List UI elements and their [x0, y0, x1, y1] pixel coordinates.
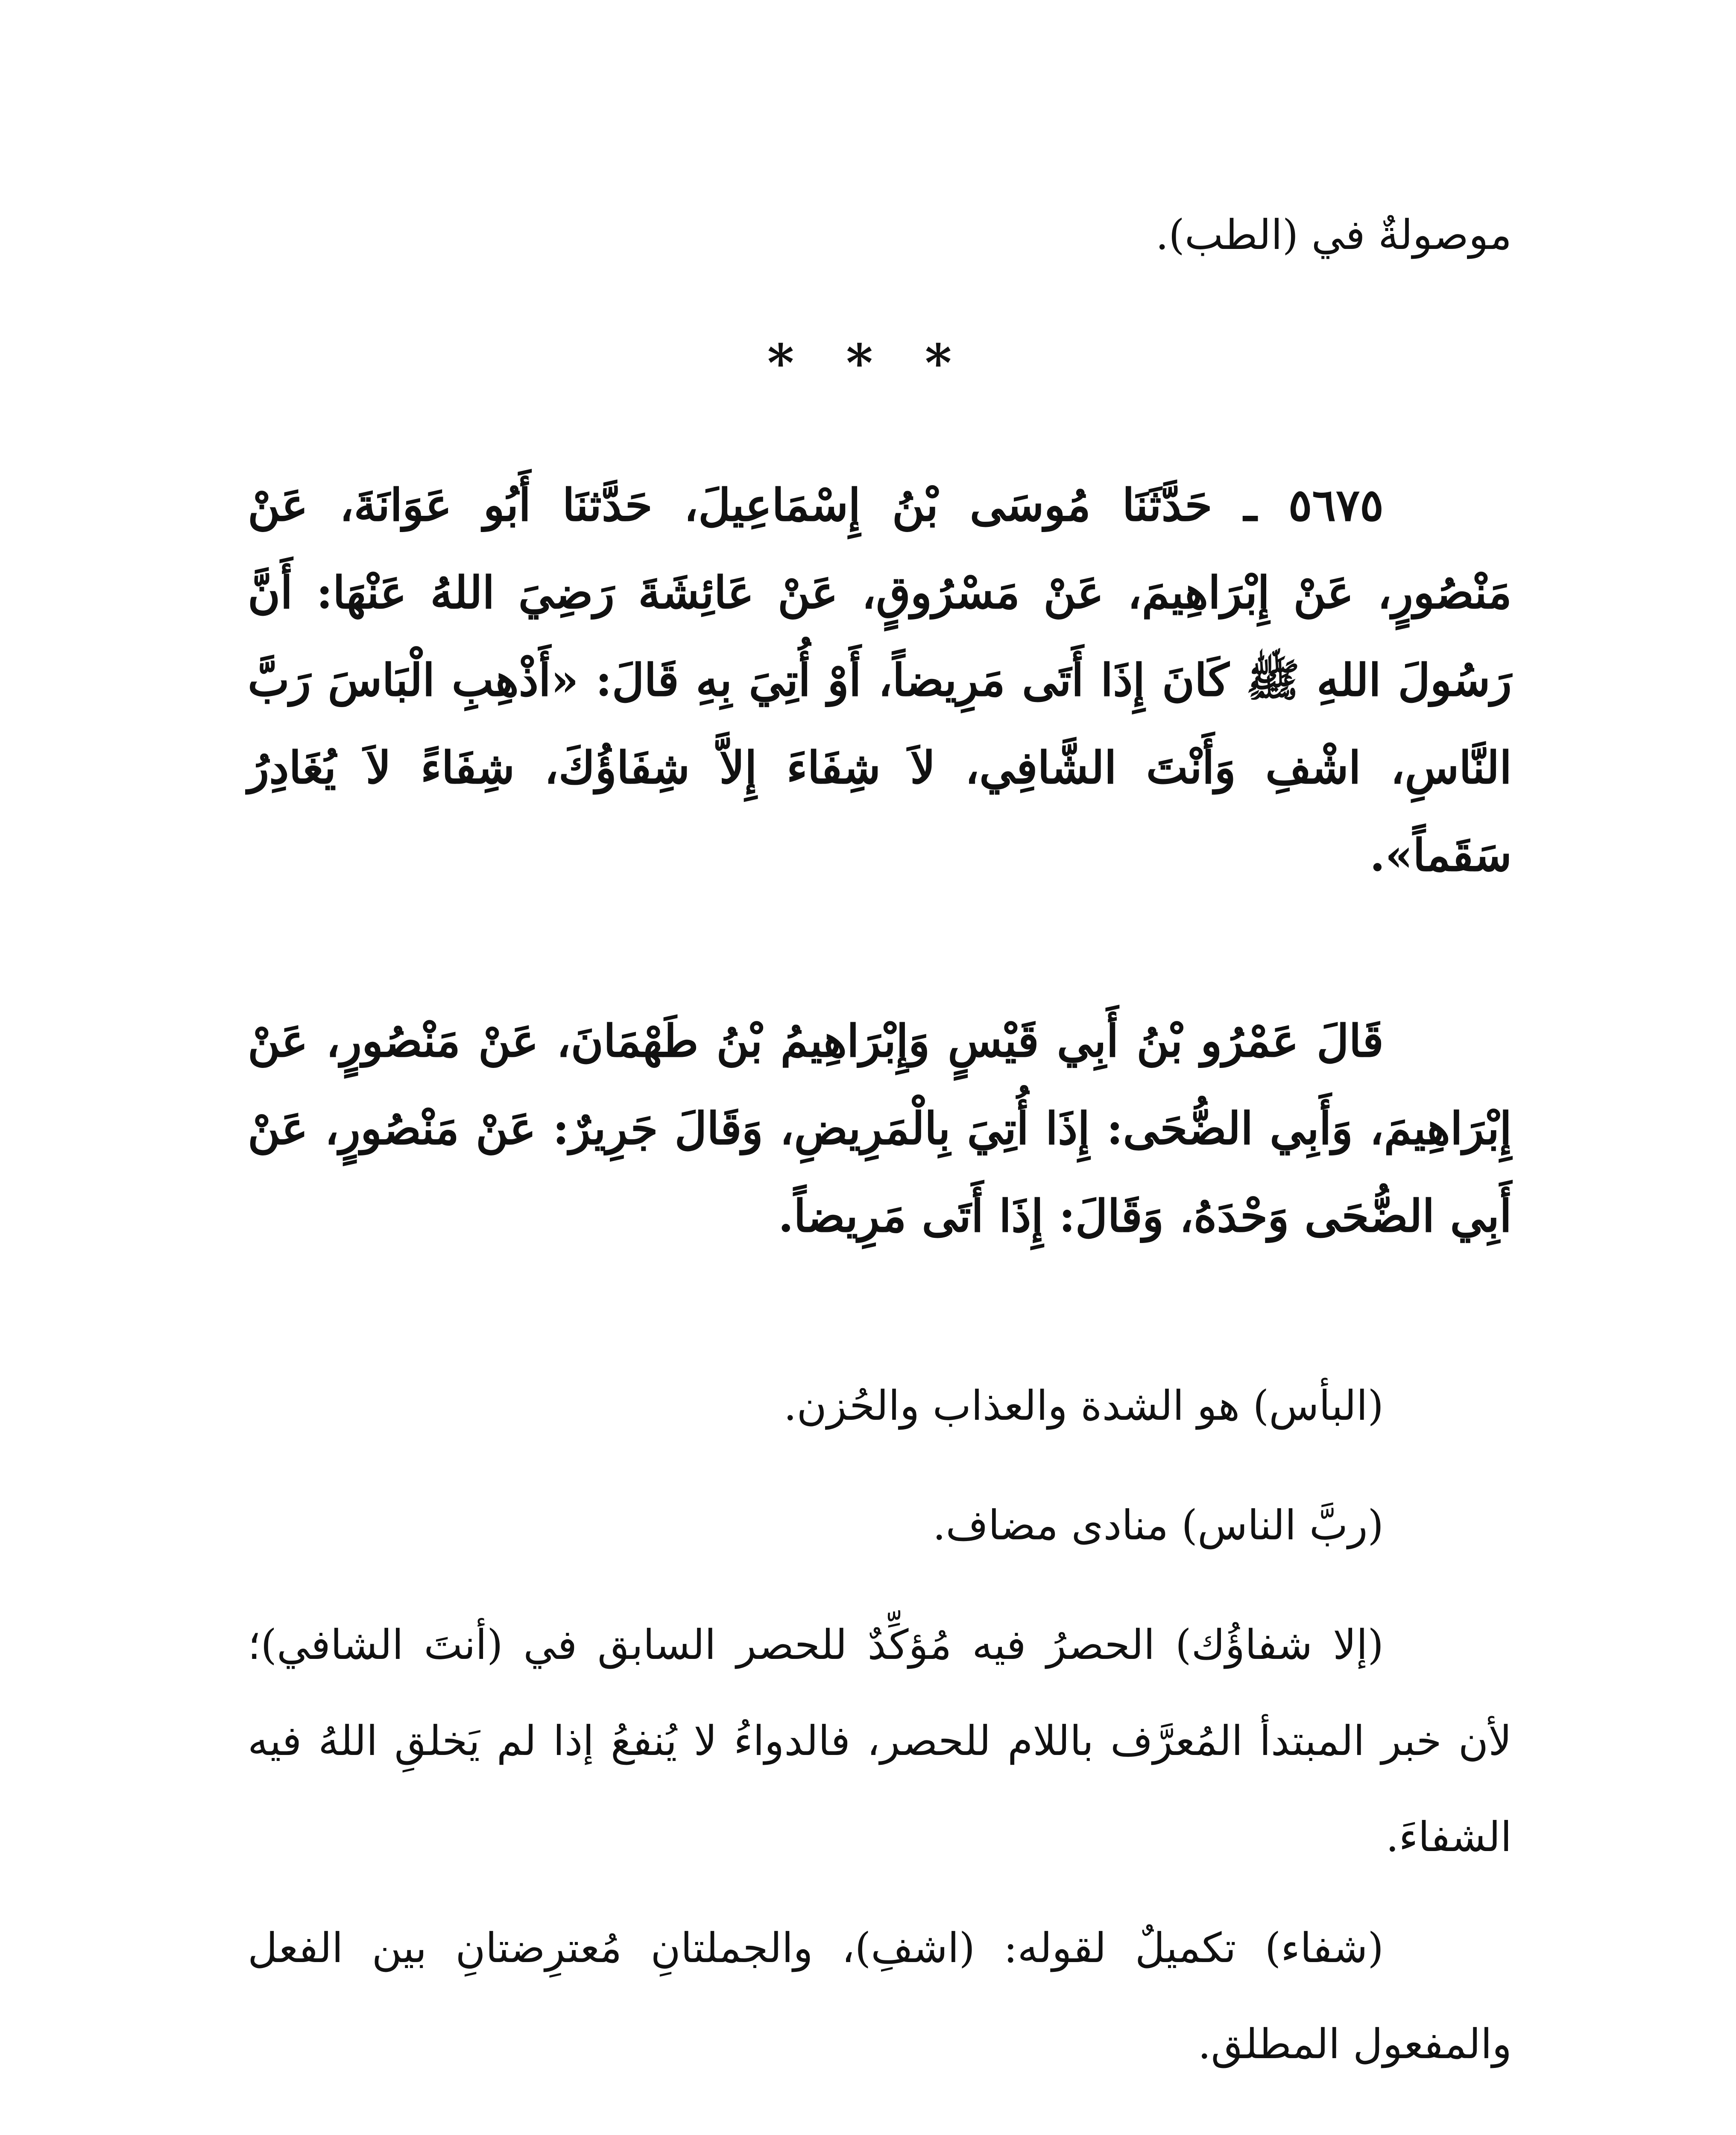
- hadith-text: ٥٦٧٥ ـ حَدَّثَنَا مُوسَى بْنُ إِسْمَاعِيلَ، حَدَّثنَا أَبُو عَوَانَةَ، عَنْ مَنْصُورٍ، عَنْ إِبْرَاهِيمَ، عَنْ مَسْرُوقٍ، عَنْ عَائِشَةَ رَضِيَ اللهُ عَنْهَا: أَنَّ رَسُولَ اللهِ ﷺ كَانَ إِذَا أَتَى مَرِيضاً، أَوْ أُتِيَ بِهِ قَالَ: «أَذْهِبِ الْبَاسَ رَبَّ النَّاسِ، اشْفِ وَأَنْتَ الشَّافِي، لاَ شِفَاءَ إِلاَّ شِفَاؤُكَ، شِفَاءً لاَ يُغَادِرُ سَقَماً».: [248, 479, 1512, 881]
- hadith-narration: قَالَ عَمْرُو بْنُ أَبِي قَيْسٍ وَإِبْرَاهِيمُ بْنُ طَهْمَانَ، عَنْ مَنْصُورٍ، عَنْ إِبْرَاهِيمَ، وَأَبِي الضُّحَى: إِذَا أُتِيَ بِالْمَرِيضِ، وَقَالَ جَرِيرٌ: عَنْ مَنْصُورٍ، عَنْ أَبِي الضُّحَى وَحْدَهُ، وَقَالَ: إِذَا أَتَى مَرِيضاً.: [248, 1015, 1512, 1242]
- commentary-paragraph-5: [248, 2122, 1512, 2135]
- commentary-paragraph-1: (البأس) هو الشدة والعذاب والحُزن.: [783, 1382, 1384, 1430]
- section-separator: * * *: [767, 333, 969, 393]
- commentary-paragraph-2: (ربَّ الناس) منادى مضاف.: [933, 1501, 1384, 1549]
- commentary-paragraph-3: (إلا شفاؤُك) الحصرُ فيه مُؤكِّدٌ للحصر السابق في (أنتَ الشافي)؛ لأن خبر المبتدأ المُعرَّف باللام للحصر، فالدواءُ لا يُنفعُ إذا لم يَخلقِ اللهُ فيه الشفاءَ.: [248, 1621, 1512, 1861]
- intro-line: موصولةٌ في (الطب).: [1155, 211, 1512, 259]
- commentary-paragraph-4: (شفاء) تكميلٌ لقوله: (اشفِ)، والجملتانِ مُعترِضتانِ بين الفعل والمفعول المطلق.: [248, 1924, 1512, 2068]
